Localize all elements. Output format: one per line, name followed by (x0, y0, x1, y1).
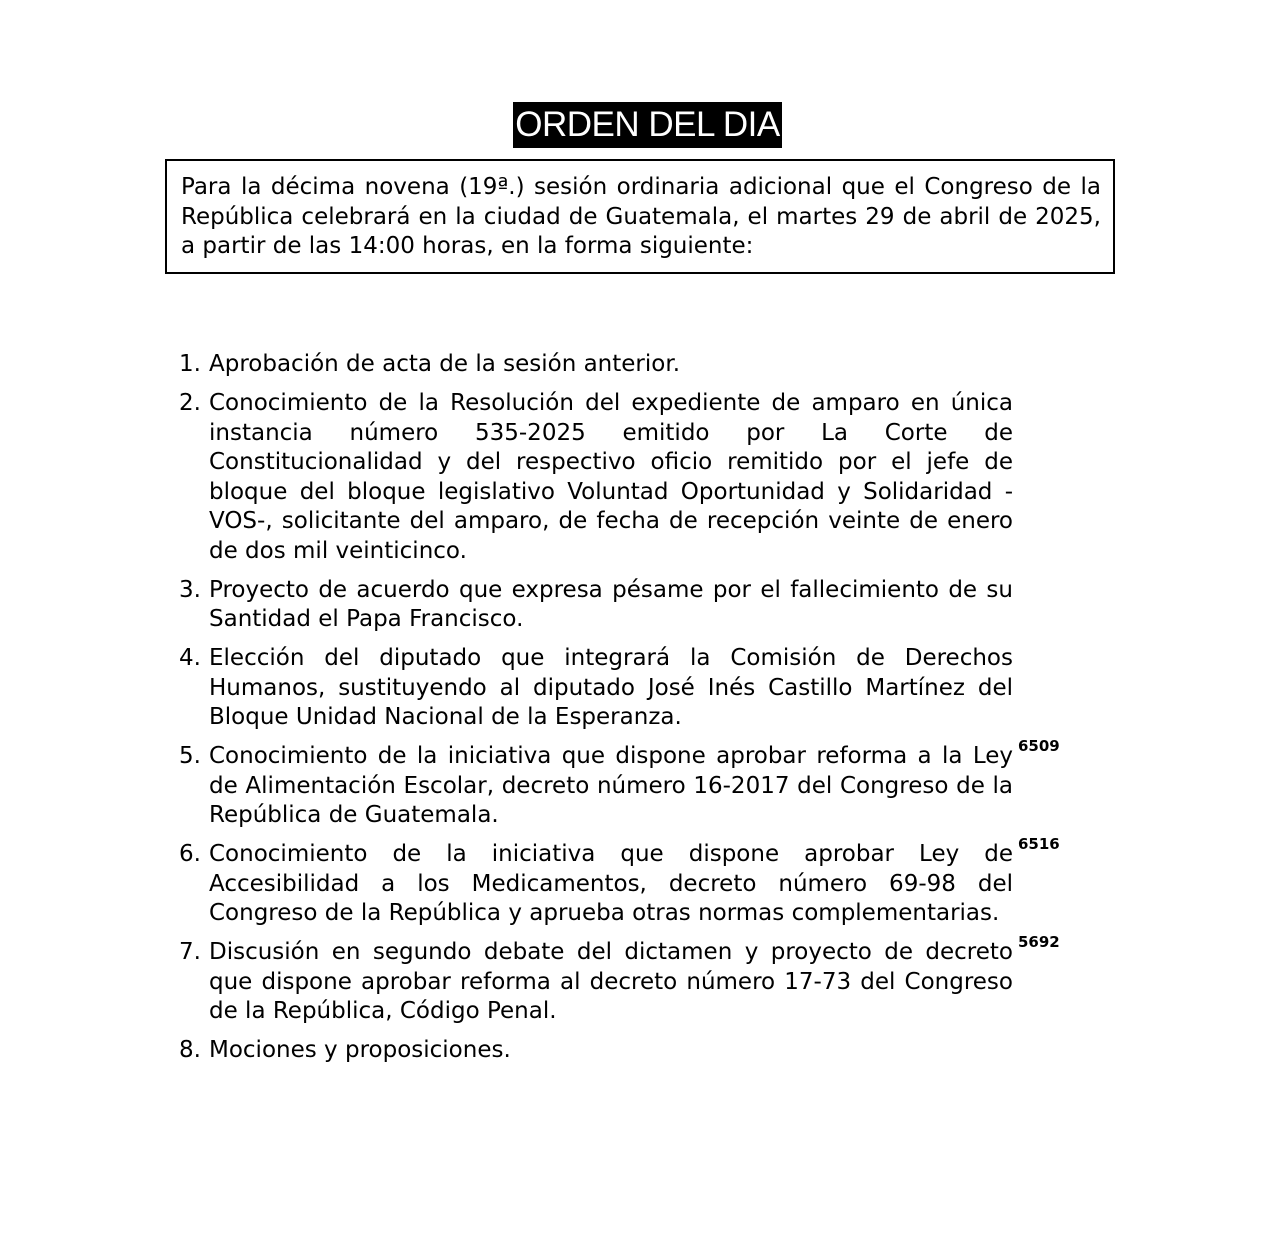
agenda-item-text: Conocimiento de la iniciativa que dispone aprobar Ley de Accesibilidad a los Medicamentos, decreto número 69-98 del Congreso de la República y aprueba otras normas complementarias. (209, 841, 1013, 926)
agenda-item-number: 2. (179, 390, 201, 416)
agenda-item-text: Mociones y proposiciones. (209, 1037, 511, 1063)
agenda-item (179, 576, 1079, 635)
agenda-list (179, 350, 1079, 1075)
agenda-item (179, 1036, 1079, 1066)
agenda-item (179, 350, 1079, 380)
agenda-item-text: Elección del diputado que integrará la Comisión de Derechos Humanos, sustituyendo al diputado José Inés Castillo Martínez del Bloque Unidad Nacional de la Esperanza. (209, 645, 1013, 730)
agenda-item-number: 6. (179, 841, 201, 867)
agenda-item-number: 1. (179, 351, 201, 377)
agenda-item-text: Conocimiento de la iniciativa que dispone aprobar reforma a la Ley de Alimentación Escolar, decreto número 16-2017 del Congreso de la República de Guatemala. (209, 743, 1013, 828)
initiative-number: 5692 (1018, 933, 1060, 951)
agenda-item-number: 7. (179, 939, 201, 965)
title-container (0, 102, 1265, 148)
agenda-item (179, 933, 1079, 1027)
agenda-item-number: 8. (179, 1037, 201, 1063)
initiative-number: 6516 (1018, 835, 1060, 853)
agenda-item (179, 835, 1079, 929)
initiative-number: 6509 (1018, 737, 1060, 755)
agenda-item (179, 644, 1079, 733)
agenda-item-number: 5. (179, 743, 201, 769)
intro-text: Para la décima novena (19ª.) sesión ordinaria adicional que el Congreso de la República celebrará en la ciudad de Guatemala, el martes 29 de abril de 2025, a partir de las 14:00 horas, en la forma siguiente: (181, 174, 1101, 259)
agenda-item-text: Discusión en segundo debate del dictamen y proyecto de decreto que dispone aprobar reforma al decreto número 17-73 del Congreso de la República, Código Penal. (209, 939, 1013, 1024)
agenda-item-text: Conocimiento de la Resolución del expediente de amparo en única instancia número 535-2025 emitido por La Corte de Constitucionalidad y del respectivo oficio remitido por el jefe de bloque del bloque legislativo Voluntad Oportunidad y Solidaridad -VOS-, solicitante del amparo, de fecha de recepción veinte de enero de dos mil veinticinco. (209, 390, 1013, 564)
intro-box (165, 159, 1115, 274)
agenda-item-text: Proyecto de acuerdo que expresa pésame por el fallecimiento de su Santidad el Papa Francisco. (209, 576, 1013, 632)
agenda-item (179, 389, 1079, 566)
agenda-item-number: 4. (179, 645, 201, 671)
page-title: ORDEN DEL DIA (513, 102, 781, 148)
agenda-item-number: 3. (179, 576, 201, 603)
agenda-item (179, 737, 1079, 831)
agenda-item-text: Aprobación de acta de la sesión anterior. (209, 351, 681, 377)
